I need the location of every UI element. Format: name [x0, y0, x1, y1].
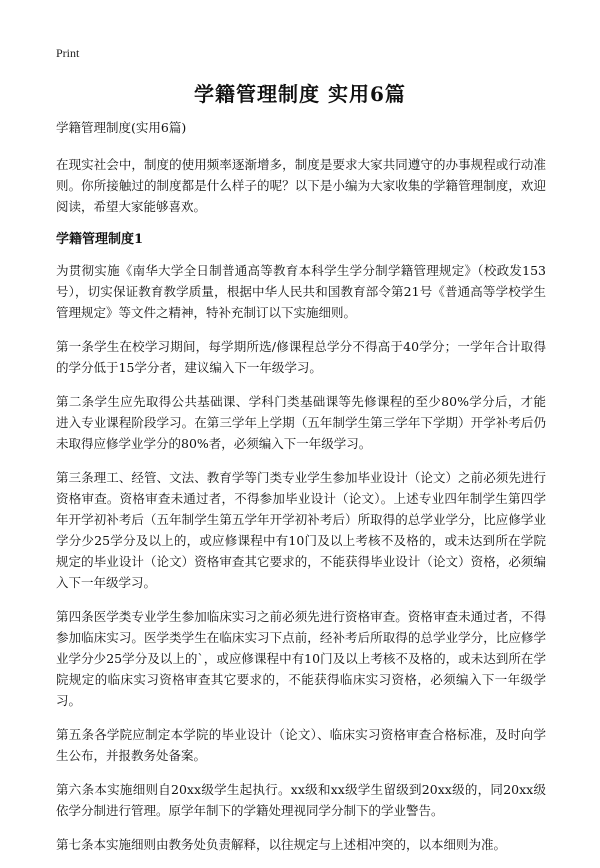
document-title: 学籍管理制度 实用6篇 — [194, 82, 406, 106]
paragraph-article-2: 第二条学生应先取得公共基础课、学科门类基础课等先修课程的至少80%学分后，才能进入专业课程阶段学习。在第三学年上学期（五年制学生第三学年下学期）开学补考后仍未取得应修学业学分的80%者，必须编入下一年级学习。 — [56, 394, 546, 451]
section-heading: 学籍管理制度1 — [56, 232, 144, 247]
paragraph-article-5: 第五条各学院应制定本学院的毕业设计（论文）、临床实习资格审查合格标准，及时向学生公布，并报教务处备案。 — [56, 727, 546, 763]
paragraph-article-3: 第三条理工、经管、文法、教育学等门类专业学生参加毕业设计（论文）之前必须先进行资格审查。资格审查未通过者，不得参加毕业设计（论文）。上述专业四年制学生第四学年开学初补考后（五年制学生第五学年开学初补考后）所取得的总学业学分，比应修学业学分少25学分及以上的，或应修课程中有10门及以上考核不及格的，或未达到所在学院规定的毕业设计（论文）资格审查其它要求的，不能获得毕业设计（论文）资格，必须编入下一年级学习。 — [56, 470, 546, 590]
document-body — [56, 118, 546, 868]
print-label: Print — [56, 46, 80, 60]
paragraph-preamble: 为贯彻实施《南华大学全日制普通高等教育本科学生学分制学籍管理规定》（校政发153号），切实保证教育教学质量，根据中华人民共和国教育部令第21号《普通高等学校学生管理规定》等文件之精神，特补充制订以下实施细则。 — [56, 263, 546, 320]
document-subtitle: 学籍管理制度(实用6篇) — [56, 120, 187, 135]
paragraph-article-1: 第一条学生在校学习期间，每学期所选/修课程总学分不得高于40学分；一学年合计取得的学分低于15学分者，建议编入下一年级学习。 — [56, 339, 546, 375]
paragraph-article-6: 第六条本实施细则自20xx级学生起执行。xx级和xx级学生留级到20xx级的，同20xx级依学分制进行管理。原学年制下的学籍处理视同学分制下的学业警告。 — [56, 782, 546, 818]
intro-paragraph: 在现实社会中，制度的使用频率逐渐增多，制度是要求大家共同遵守的办事规程或行动准则。你所接触过的制度都是什么样子的呢？以下是小编为大家收集的学籍管理制度，欢迎阅读，希望大家能够喜欢。 — [56, 157, 546, 214]
paragraph-article-7: 第七条本实施细则由教务处负责解释，以往规定与上述相冲突的，以本细则为准。 — [56, 837, 507, 852]
paragraph-article-4: 第四条医学类专业学生参加临床实习之前必须先进行资格审查。资格审查未通过者，不得参加临床实习。医学类学生在临床实习下点前，经补考后所取得的总学业学分，比应修学业学分少25学分及以上的`，或应修课程中有10门及以上考核不及格的，或未达到所在学院规定的临床实习资格审查其它要求的，不能获得临床实习资格，必须编入下一年级学习。 — [56, 609, 546, 708]
